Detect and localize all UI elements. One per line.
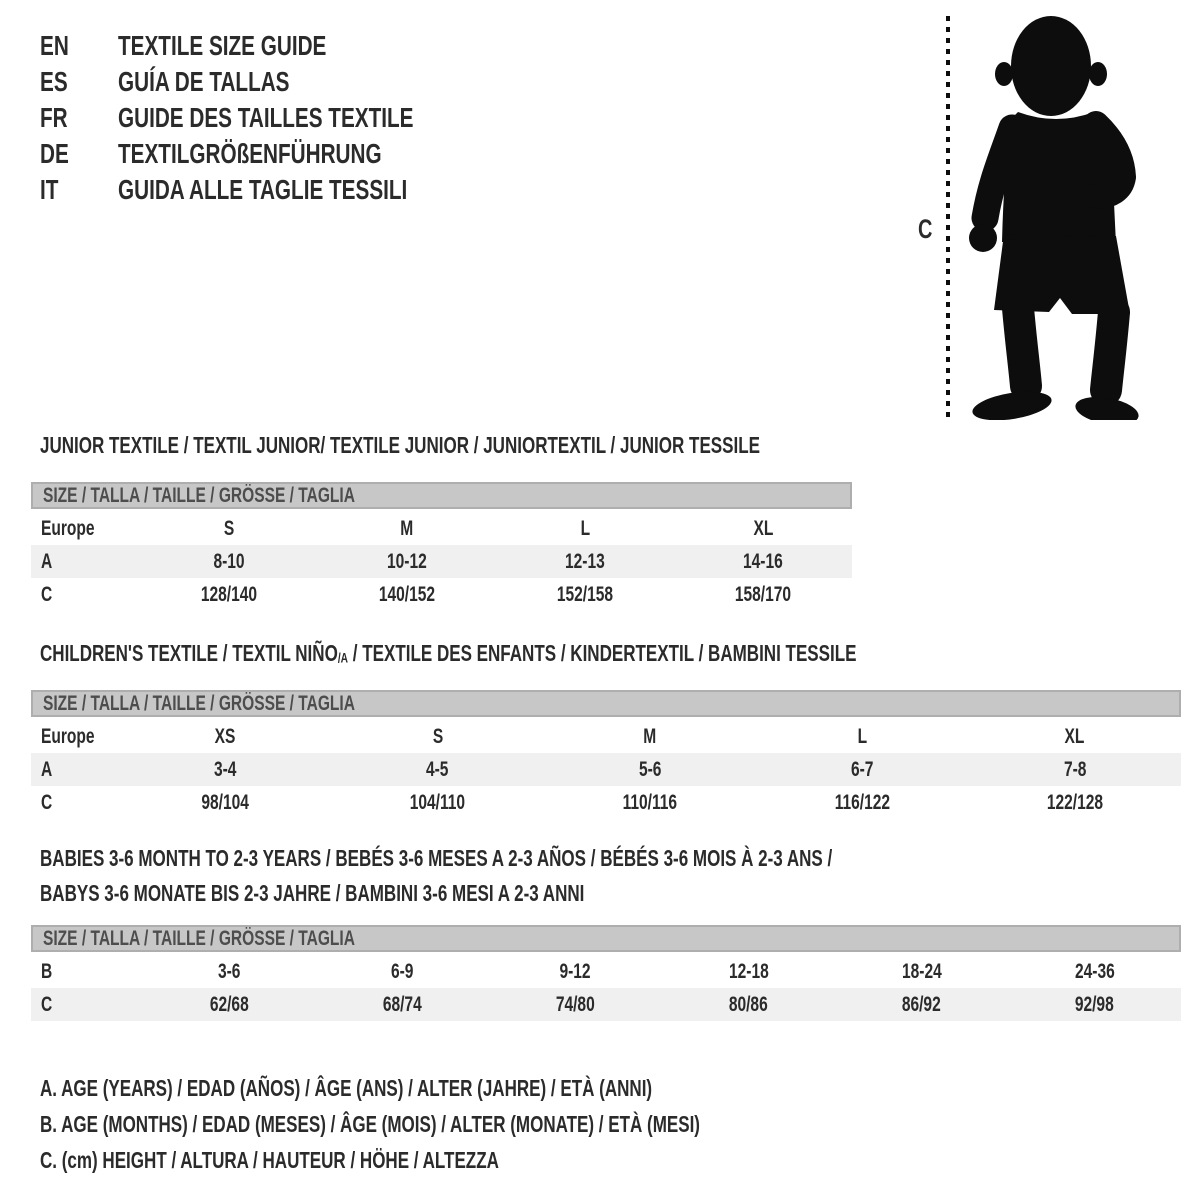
babies-section-title-line1: [40, 845, 1111, 871]
cell-value: 92/98: [1075, 992, 1114, 1016]
nino-a-subscript: /A: [337, 650, 349, 666]
table-cell: [544, 758, 756, 782]
table-cell: [489, 960, 662, 984]
cell-value: XS: [214, 724, 236, 748]
size-table-header: [31, 690, 1181, 717]
table-cell: [674, 583, 852, 607]
cell-value: 24-36: [1074, 959, 1115, 983]
legend-line-a: [40, 1070, 932, 1106]
row-label-cell: [31, 993, 143, 1017]
row-label: C: [41, 582, 53, 606]
table-row-europe: [31, 720, 1181, 753]
junior-title-text: JUNIOR TEXTILE / TEXTIL JUNIOR/ TEXTILE JUNIOR / JUNIORTEXTIL / JUNIOR TESSILE: [40, 432, 760, 458]
table-cell: [496, 583, 674, 607]
cell-value: 4-5: [426, 757, 449, 781]
cell-value: 98/104: [201, 790, 249, 814]
cell-value: 8-10: [213, 549, 245, 573]
table-cell: [119, 758, 331, 782]
lang-row-es: [40, 64, 517, 100]
lang-code: EN: [40, 30, 69, 61]
cell-value: 7-8: [1063, 757, 1087, 781]
table-cell: [674, 550, 852, 574]
cell-value: 68/74: [383, 992, 422, 1016]
height-measure-label: C: [918, 214, 933, 244]
row-label-cell: [31, 583, 140, 607]
table-cell: [662, 960, 835, 984]
cell-value: L: [580, 516, 590, 540]
table-cell: [143, 960, 316, 984]
lang-row-it: [40, 172, 517, 208]
row-label: Europe: [41, 724, 95, 748]
table-cell: [318, 550, 496, 574]
size-table-header: [31, 482, 852, 509]
lang-code: IT: [40, 174, 59, 205]
cell-value: L: [857, 724, 868, 748]
lang-title: GUIDA ALLE TAGLIE TESSILI: [118, 174, 408, 205]
cell-value: 9-12: [559, 959, 592, 983]
cell-value: S: [432, 724, 443, 748]
cell-value: 74/80: [556, 992, 595, 1016]
lang-row-en: [40, 28, 517, 64]
table-cell: [756, 758, 968, 782]
table-cell: [756, 725, 968, 749]
table-cell: [544, 725, 756, 749]
table-cell: [835, 960, 1008, 984]
table-row-age-months: [31, 955, 1181, 988]
cell-value: 10-12: [387, 549, 427, 573]
table-cell: [140, 583, 318, 607]
table-cell: [544, 791, 756, 815]
table-cell: [969, 758, 1181, 782]
cell-value: 18-24: [901, 959, 942, 983]
legend-text: A. AGE (YEARS) / EDAD (AÑOS) / ÂGE (ANS) / ALTER (JAHRE) / ETÀ (ANNI): [40, 1075, 653, 1101]
table-cell: [1008, 960, 1181, 984]
height-measure-dashed-line: [946, 16, 950, 418]
row-label-cell: [31, 725, 119, 749]
row-label: B: [41, 959, 53, 983]
legend-line-c: [40, 1142, 932, 1178]
cell-value: 104/110: [409, 790, 466, 814]
table-cell: [331, 791, 543, 815]
row-label-cell: [31, 517, 140, 541]
cell-value: S: [223, 516, 235, 540]
lang-title: TEXTILGRÖßENFÜHRUNG: [118, 138, 382, 169]
cell-value: 110/116: [622, 790, 678, 814]
lang-code: ES: [40, 66, 68, 97]
babies-size-table: [31, 925, 1181, 1021]
table-cell: [969, 725, 1181, 749]
cell-value: 12-13: [565, 549, 605, 573]
legend-line-b: [40, 1106, 932, 1142]
table-cell: [119, 791, 331, 815]
row-label-cell: [31, 758, 119, 782]
table-row-age-years: [31, 545, 852, 578]
cell-value: 12-18: [728, 959, 769, 983]
row-label-cell: [31, 960, 143, 984]
cell-value: XL: [1064, 724, 1085, 748]
row-label: C: [41, 992, 53, 1016]
table-row-height-cm: [31, 786, 1181, 819]
cell-value: 6-7: [851, 757, 874, 781]
size-header-text: SIZE / TALLA / TAILLE / GRÖSSE / TAGLIA: [43, 927, 355, 950]
row-label: A: [41, 757, 53, 781]
cell-value: 158/170: [734, 582, 792, 606]
table-cell: [119, 725, 331, 749]
legend-text: B. AGE (MONTHS) / EDAD (MESES) / ÂGE (MOIS) / ALTER (MONATE) / ETÀ (MESI): [40, 1111, 700, 1137]
cell-value: 116/122: [834, 790, 891, 814]
lang-code: FR: [40, 102, 68, 133]
row-label: C: [41, 790, 53, 814]
table-cell: [331, 725, 543, 749]
table-cell: [496, 550, 674, 574]
cell-value: XL: [753, 516, 773, 540]
cell-value: 140/152: [378, 582, 436, 606]
table-cell: [318, 583, 496, 607]
table-row-age-years: [31, 753, 1181, 786]
cell-value: 122/128: [1046, 790, 1103, 814]
lang-title: GUÍA DE TALLAS: [118, 66, 290, 97]
cell-value: 62/68: [210, 992, 249, 1016]
cell-value: 5-6: [638, 757, 662, 781]
lang-title: TEXTILE SIZE GUIDE: [118, 30, 327, 61]
table-cell: [969, 791, 1181, 815]
junior-size-table: [31, 482, 852, 611]
row-label: A: [41, 549, 53, 573]
cell-value: 86/92: [902, 992, 941, 1016]
legend: [40, 1070, 932, 1178]
table-cell: [331, 758, 543, 782]
row-label-cell: [31, 550, 140, 574]
table-cell: [316, 960, 489, 984]
table-cell: [140, 517, 318, 541]
cell-value: 128/140: [200, 582, 258, 606]
toddler-silhouette-icon: [960, 12, 1142, 420]
babies-title-text: BABIES 3-6 MONTH TO 2-3 YEARS / BEBÉS 3-6 MESES A 2-3 AÑOS / BÉBÉS 3-6 MOIS À 2-3 ANS /: [40, 845, 833, 871]
cell-value: 3-4: [213, 757, 237, 781]
size-header-text: SIZE / TALLA / TAILLE / GRÖSSE / TAGLIA: [43, 484, 355, 507]
row-label: Europe: [41, 516, 95, 540]
row-label-cell: [31, 791, 119, 815]
table-cell: [489, 993, 662, 1017]
table-cell: [674, 517, 852, 541]
table-cell: [316, 993, 489, 1017]
babies-title-text: BABYS 3-6 MONATE BIS 2-3 JAHRE / BAMBINI 3-6 MESI A 2-3 ANNI: [40, 880, 585, 906]
table-cell: [662, 993, 835, 1017]
table-cell: [496, 517, 674, 541]
table-cell: [143, 993, 316, 1017]
cell-value: 6-9: [391, 959, 414, 983]
size-header-text: SIZE / TALLA / TAILLE / GRÖSSE / TAGLIA: [43, 692, 355, 715]
table-cell: [1008, 993, 1181, 1017]
lang-code: DE: [40, 138, 69, 169]
children-title-text: CHILDREN'S TEXTILE / TEXTIL NIÑO/A / TEXTILE DES ENFANTS / KINDERTEXTIL / BAMBINI TESSILE: [40, 640, 857, 666]
table-cell: [756, 791, 968, 815]
cell-value: 3-6: [218, 959, 241, 983]
table-row-europe: [31, 512, 852, 545]
legend-text: C. (cm) HEIGHT / ALTURA / HAUTEUR / HÖHE / ALTEZZA: [40, 1147, 499, 1173]
cell-value: 80/86: [729, 992, 768, 1016]
size-table-header: [31, 925, 1181, 952]
lang-row-de: [40, 136, 517, 172]
table-cell: [140, 550, 318, 574]
table-row-height-cm: [31, 988, 1181, 1021]
cell-value: 14-16: [743, 549, 783, 573]
language-list: [40, 28, 517, 208]
cell-value: M: [400, 516, 414, 540]
table-cell: [835, 993, 1008, 1017]
junior-section-title: [40, 432, 1013, 458]
children-section-title: [40, 640, 1143, 672]
babies-section-title-line2: [40, 880, 776, 906]
cell-value: 152/158: [556, 582, 614, 606]
table-row-height-cm: [31, 578, 852, 611]
cell-value: M: [643, 724, 657, 748]
table-cell: [318, 517, 496, 541]
lang-row-fr: [40, 100, 517, 136]
children-size-table: [31, 690, 1181, 819]
lang-title: GUIDE DES TAILLES TEXTILE: [118, 102, 414, 133]
